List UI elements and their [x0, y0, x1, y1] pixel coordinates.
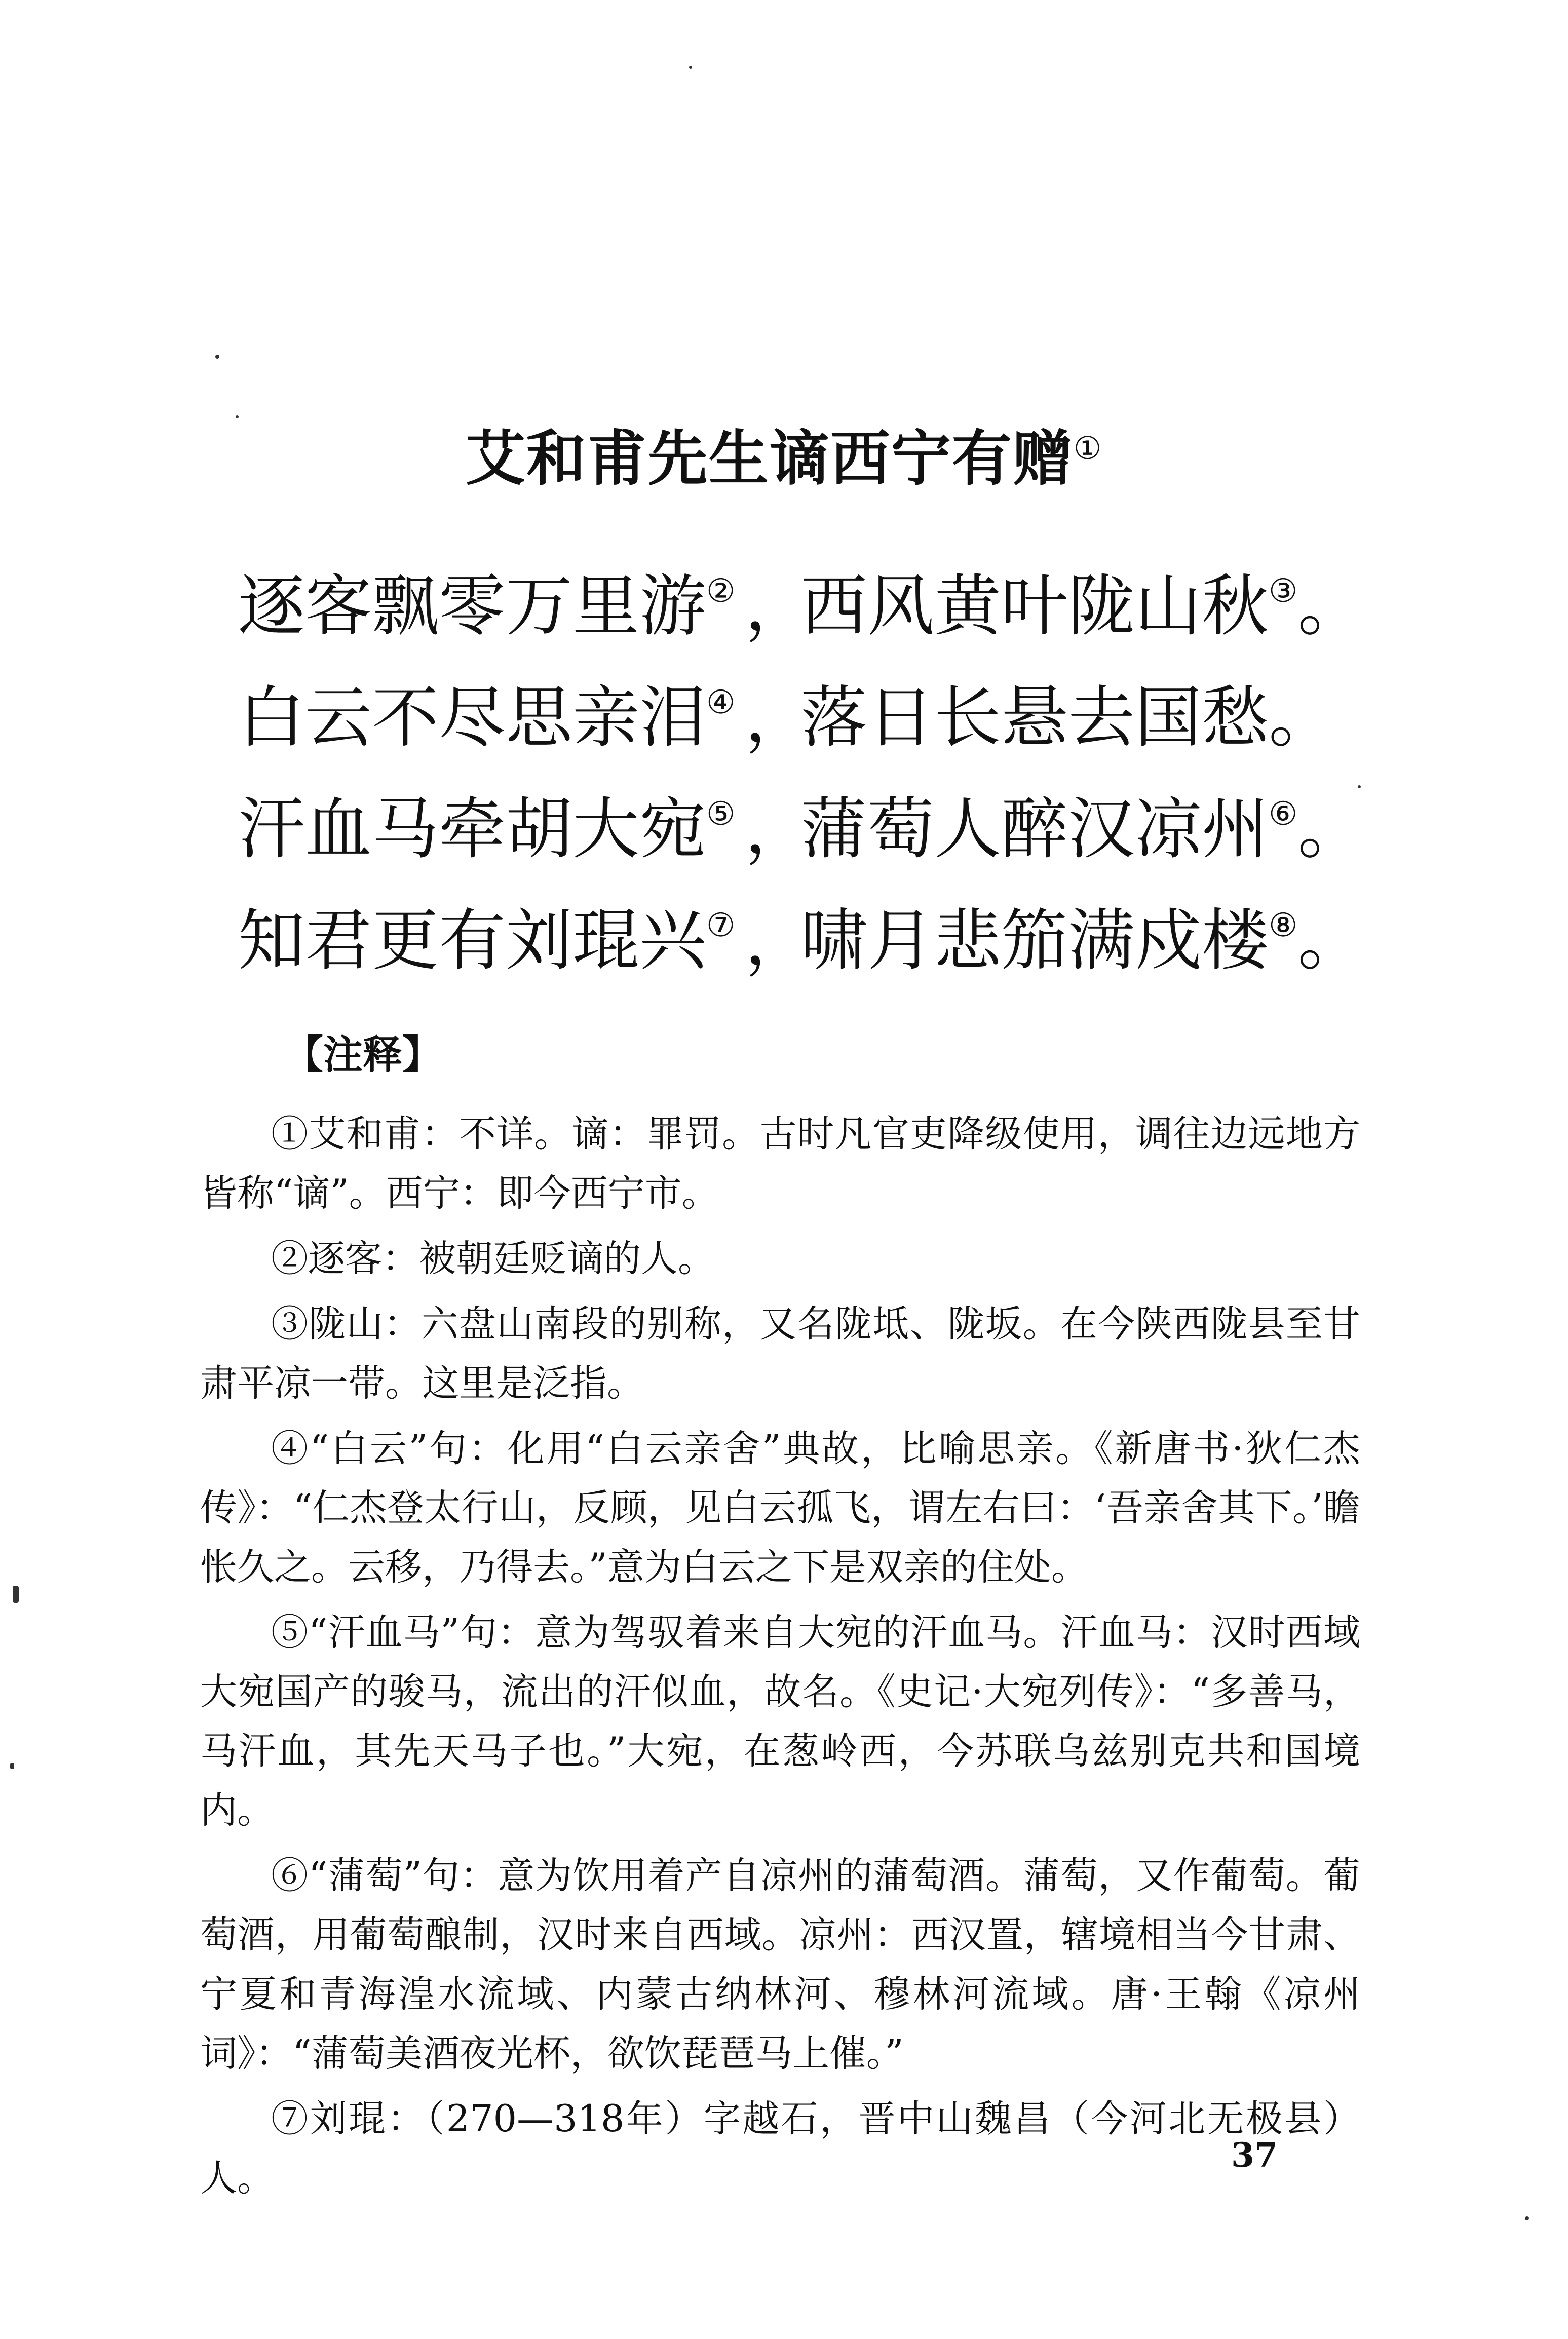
- poem-line: [238, 887, 1454, 998]
- note-item: ①艾和甫：不详。谪：罪罚。古时凡官吏降级使用，调往边远地方皆称“谪”。西宁：即今西宁市。: [200, 1113, 1360, 1215]
- poem-line-first-half: [238, 552, 745, 648]
- footnote-mark: ②: [706, 572, 736, 610]
- poem-period: 。: [1297, 902, 1365, 980]
- poem-line-first-half: [238, 887, 745, 983]
- poem-line-second-half: [800, 552, 1364, 648]
- poem-text: 汗血马牵胡大宛: [238, 790, 706, 868]
- poem-comma: ，: [745, 902, 812, 980]
- poem-line: [238, 775, 1454, 887]
- poem-text: 白云不尽思亲泪: [238, 679, 706, 757]
- poem: [238, 552, 1454, 998]
- scan-speck: [13, 1586, 19, 1603]
- note-item: ④“白云”句：化用“白云亲舍”典故，比喻思亲。《新唐书·狄仁杰传》：“仁杰登太行山，反顾，见白云孤飞，谓左右曰：‘吾亲舍其下。’瞻怅久之。云移，乃得去。”意为白云之下是双亲的住处。: [200, 1427, 1360, 1589]
- poem-line-first-half: [238, 664, 745, 760]
- notes: [200, 1104, 1360, 2214]
- scan-speck: [236, 415, 239, 418]
- poem-text: 逐客飘零万里游: [238, 567, 706, 645]
- poem-period: 。: [1297, 790, 1365, 868]
- poem-text: 蒲萄人醉汉凉州: [800, 790, 1269, 868]
- scan-speck: [215, 355, 219, 359]
- footnote-mark: ⑧: [1269, 907, 1298, 944]
- poem-text: 知君更有刘琨兴: [238, 902, 706, 980]
- scan-speck: [1525, 2216, 1529, 2220]
- note-item: ③陇山：六盘山南段的别称，又名陇坻、陇坂。在今陕西陇县至甘肃平凉一带。这里是泛指。: [200, 1302, 1360, 1405]
- poem-comma: ，: [745, 679, 812, 757]
- poem-text: 落日长悬去国愁。: [800, 679, 1335, 757]
- poem-line-second-half: [800, 775, 1364, 871]
- poem-line-second-half: [800, 887, 1364, 983]
- scan-speck: [10, 1763, 14, 1769]
- footnote-mark: ③: [1269, 572, 1298, 610]
- poem-line: [238, 552, 1454, 664]
- poem-line-first-half: [238, 775, 745, 871]
- page-title: [0, 410, 1568, 496]
- poem-comma: ，: [745, 567, 812, 645]
- footnote-mark: ⑥: [1269, 795, 1298, 833]
- note-item: ②逐客：被朝廷贬谪的人。: [271, 1237, 715, 1280]
- title-text: 艾和甫先生谪西宁有赠: [465, 424, 1074, 493]
- poem-line: [238, 664, 1454, 775]
- poem-line-second-half: [800, 664, 1335, 760]
- note-item: ⑦刘琨：（270—318年）字越石，晋中山魏昌（今河北无极县）人。: [200, 2097, 1360, 2200]
- poem-text: 西风黄叶陇山秋: [800, 567, 1269, 645]
- scan-speck: [689, 66, 692, 69]
- poem-text: 啸月悲笳满戍楼: [800, 902, 1269, 980]
- notes-heading: 【注释】: [284, 1032, 442, 1078]
- note-item: ⑥“蒲萄”句：意为饮用着产自凉州的蒲萄酒。蒲萄，又作葡萄。葡萄酒，用葡萄酿制，汉时来自西域。凉州：西汉置，辖境相当今甘肃、宁夏和青海湟水流域、内蒙古纳林河、穆林河流域。唐·王翰《凉州词》：“蒲萄美酒夜光杯，欲饮琵琶马上催。”: [200, 1854, 1360, 2075]
- footnote-mark: ⑤: [706, 795, 736, 833]
- page-number: 37: [1231, 2135, 1278, 2175]
- scan-speck: [1358, 785, 1361, 788]
- footnote-mark: ④: [706, 684, 736, 721]
- footnote-mark: ⑦: [706, 907, 736, 944]
- poem-comma: ，: [745, 790, 812, 868]
- title-footnote-mark: ①: [1073, 430, 1103, 467]
- poem-period: 。: [1297, 567, 1365, 645]
- note-item: ⑤“汗血马”句：意为驾驭着来自大宛的汗血马。汗血马：汉时西域大宛国产的骏马，流出的汗似血，故名。《史记·大宛列传》：“多善马，马汗血，其先天马子也。”大宛，在葱岭西，今苏联乌兹别克共和国境内。: [200, 1611, 1360, 1832]
